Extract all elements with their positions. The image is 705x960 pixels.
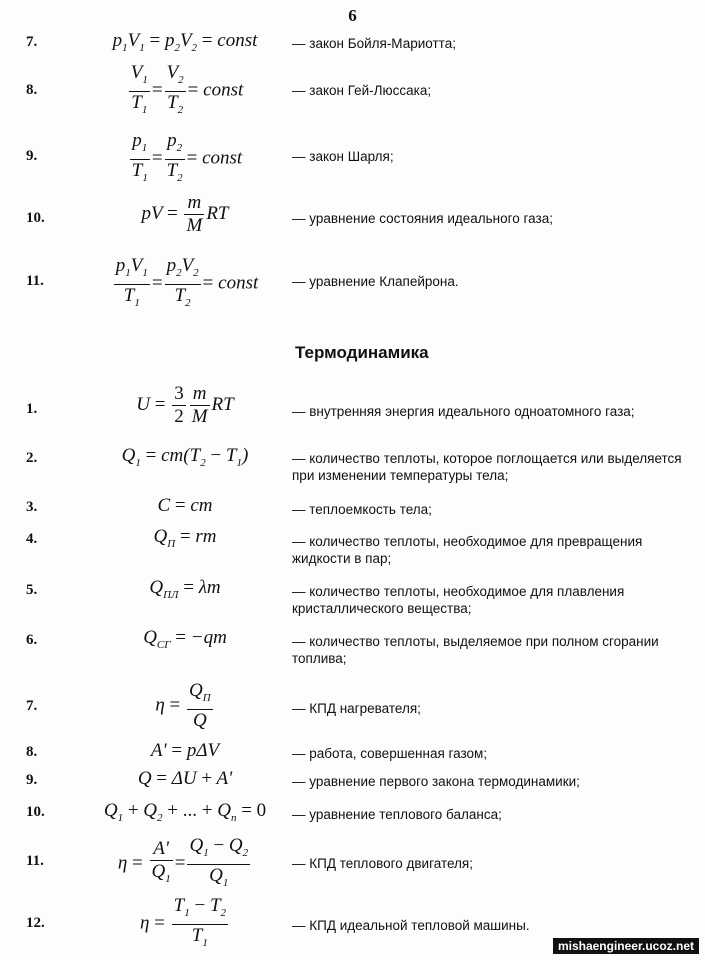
formula-vaporization: $Q_П$ = rm — [153, 526, 217, 550]
formula-heat-capacity: C = cm — [157, 495, 213, 516]
row-number: 11. — [26, 273, 44, 289]
formula-heater-efficiency: η = $\frac{Q_П}{Q}$ — [155, 680, 211, 731]
row-number: 10. — [26, 210, 45, 226]
row-number: 1. — [26, 401, 38, 417]
row-number: 12. — [26, 915, 45, 931]
formula-heat-quantity: $Q_1 = cm(T_2 - T_1)$ — [121, 445, 249, 469]
row-number: 8. — [26, 744, 38, 760]
row-number: 6. — [26, 632, 38, 648]
formula-gas-work: A' = pΔV — [150, 740, 220, 761]
formula-gay-lussac: $\frac{V_1}{T_1}$ = $\frac{V_2}{T_2}$ = const — [130, 62, 244, 116]
formula-description: — закон Гей-Люссака; — [292, 83, 432, 98]
formula-internal-energy: U = $\frac{3}{2}$ $\frac{m}{M}$ RT — [136, 383, 234, 427]
row-number: 9. — [26, 148, 38, 164]
row-number: 3. — [26, 499, 38, 515]
formula-description: — уравнение состояния идеального газа; — [292, 211, 553, 226]
row-number: 11. — [26, 853, 44, 869]
formula-ideal-gas: pV = $\frac{m}{M}$ RT — [141, 192, 229, 236]
formula-engine-efficiency: η = $\frac{A'}{Q_1}$ = $\frac{Q_1 - Q_2}{Q_1}$ — [117, 835, 249, 889]
formula-description: — уравнение теплового баланса; — [292, 807, 502, 822]
formula-description: — КПД нагревателя; — [292, 701, 421, 716]
row-number: 8. — [26, 82, 38, 98]
formula-clapeyron: $\frac{p_1V_1}{T_1}$ = $\frac{p_2V_2}{T_2}$ = const — [115, 255, 259, 309]
formula-combustion: $Q_{СГ} = -qm$ — [143, 627, 227, 651]
formula-description: — работа, совершенная газом; — [292, 746, 488, 761]
watermark: mishaengineer.ucoz.net — [553, 938, 699, 954]
formula-melting: $Q_{ПЛ} = \lambda m$ — [149, 577, 221, 601]
page-number: 6 — [348, 6, 357, 25]
formula-description: — КПД идеальной тепловой машины. — [292, 918, 530, 933]
row-number: 5. — [26, 582, 38, 598]
formula-description: — уравнение Клапейрона. — [292, 274, 459, 289]
formula-description: — КПД теплового двигателя; — [292, 856, 473, 871]
row-number: 9. — [26, 772, 38, 788]
formula-description: — теплоемкость тела; — [292, 502, 432, 517]
formula-description: — закон Бойля-Мариотта; — [292, 36, 456, 51]
formula-ideal-engine-efficiency: η = $\frac{T_1 - T_2}{T_1}$ — [139, 895, 227, 949]
formula-description: — количество теплоты, необходимое для плавления кристаллического вещества; — [292, 584, 625, 616]
section-title: Термодинамика — [295, 343, 429, 362]
formula-first-law: Q = ΔU + A' — [137, 768, 233, 789]
row-number: 4. — [26, 531, 38, 547]
formula-boyle: $p_1V_1 = p_2V_2$ = const — [112, 30, 258, 54]
formula-heat-balance: $Q_1 + Q_2$ + ... + $Q_n = 0$ — [103, 800, 267, 824]
formula-description: — внутренняя энергия идеального одноатомного газа; — [292, 404, 635, 419]
formula-description: — количество теплоты, необходимое для превращения жидкости в пар; — [292, 534, 643, 566]
formula-description: — уравнение первого закона термодинамики; — [292, 774, 580, 789]
row-number: 7. — [26, 698, 38, 714]
row-number: 2. — [26, 450, 38, 466]
formula-description: — количество теплоты, выделяемое при полном сгорании топлива; — [292, 634, 659, 666]
formula-charles: $\frac{p_1}{T_1}$ = $\frac{p_2}{T_2}$ = const — [131, 130, 243, 184]
formula-description: — закон Шарля; — [292, 149, 394, 164]
row-number: 10. — [26, 804, 45, 820]
row-number: 7. — [26, 34, 38, 50]
formula-description: — количество теплоты, которое поглощается или выделяется при изменении температуры тела; — [292, 451, 682, 483]
